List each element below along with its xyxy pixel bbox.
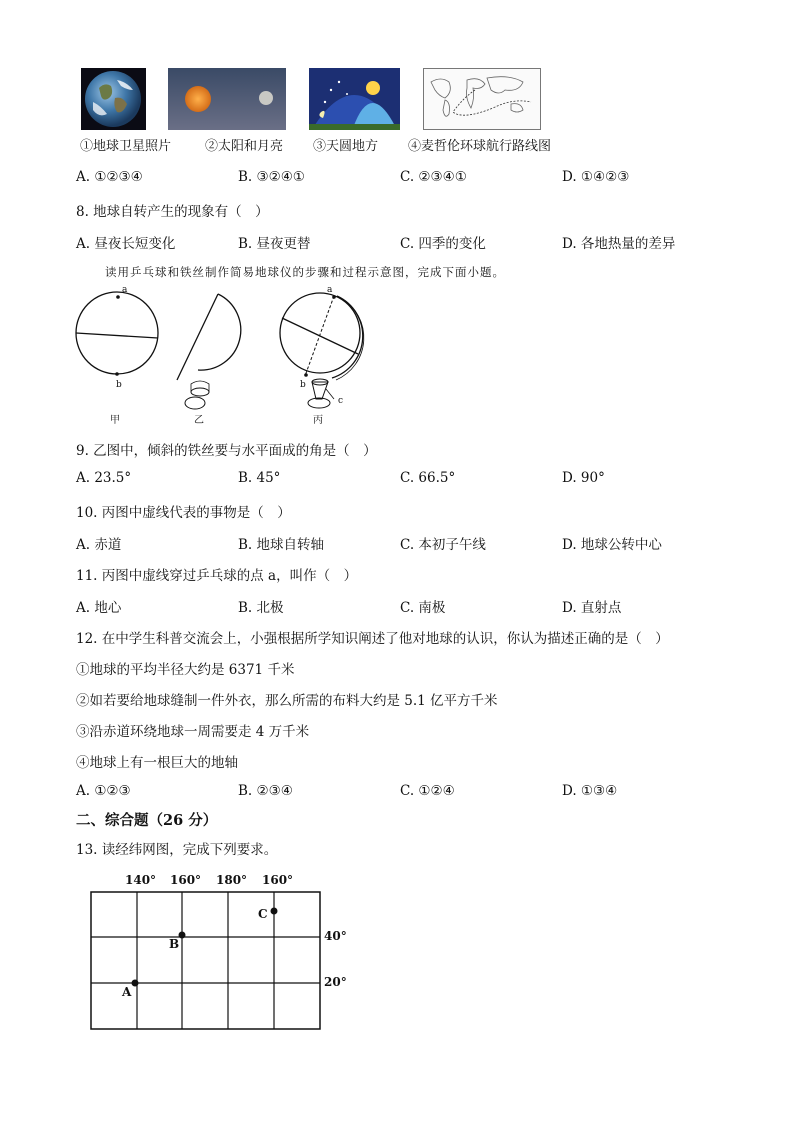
- q9-option-d: D. 90°: [562, 470, 605, 486]
- label-jia-a: a: [122, 285, 128, 295]
- q13-stem: 13. 读经纬网图，完成下列要求。: [76, 842, 278, 858]
- q11-option-b: B. 北极: [238, 600, 284, 616]
- grid-top-label-2: 160°: [170, 873, 202, 887]
- q12-stem: 12. 在中学生科普交流会上，小强根据所学知识阐述了他对地球的认识，你认为描述正确的是（ ）: [76, 631, 669, 647]
- q12-statement-2: ②如若要给地球缝制一件外衣，那么所需的布料大约是 5.1 亿平方千米: [76, 693, 498, 709]
- q9-option-c: C. 66.5°: [400, 470, 456, 486]
- q12-option-d: D. ①③④: [562, 783, 618, 799]
- caption-magellan-route: ④麦哲伦环球航行路线图: [408, 139, 552, 154]
- q12-option-c: C. ①②④: [400, 783, 455, 799]
- q12-option-b: B. ②③④: [238, 783, 293, 799]
- caption-yi: 乙: [194, 415, 204, 426]
- grid-top-label-4: 160°: [262, 873, 294, 887]
- round-sky-square-earth-illustration: [309, 68, 400, 130]
- caption-sun-moon: ②太阳和月亮: [205, 139, 284, 154]
- q10-option-a: A. 赤道: [76, 537, 122, 553]
- label-bing-c: c: [338, 396, 344, 406]
- q11-option-c: C. 南极: [400, 600, 446, 616]
- caption-bing: 丙: [313, 415, 323, 426]
- grid-point-label-a: A: [122, 985, 132, 999]
- q9-stem: 9. 乙图中，倾斜的铁丝要与水平面成的角是（ ）: [76, 443, 377, 459]
- grid-point-label-c: C: [258, 907, 268, 921]
- label-bing-b: b: [300, 380, 306, 390]
- magellan-route-map: [423, 68, 541, 130]
- q8-option-a: A. 昼夜长短变化: [76, 236, 176, 252]
- q8-option-b: B. 昼夜更替: [238, 236, 311, 252]
- q11-option-d: D. 直射点: [562, 600, 622, 616]
- q9-option-a: A. 23.5°: [76, 470, 132, 486]
- q12-option-a: A. ①②③: [76, 783, 131, 799]
- q10-option-c: C. 本初子午线: [400, 537, 486, 553]
- sun-and-moon-photo: [168, 68, 286, 130]
- q8-stem: 8. 地球自转产生的现象有（ ）: [76, 204, 269, 220]
- earth-satellite-photo: [81, 68, 146, 130]
- globe-intro-text: 读用乒乓球和铁丝制作简易地球仪的步骤和过程示意图，完成下面小题。: [105, 265, 505, 279]
- q11-option-a: A. 地心: [76, 600, 122, 616]
- caption-sky-earth: ③天圆地方: [313, 139, 379, 154]
- q8-option-c: C. 四季的变化: [400, 236, 486, 252]
- q11-stem: 11. 丙图中虚线穿过乒乓球的点 a，叫作（ ）: [76, 568, 358, 584]
- globe-making-figure: [70, 284, 380, 426]
- q10-stem: 10. 丙图中虚线代表的事物是（ ）: [76, 505, 291, 521]
- q7-option-d: D. ①④②③: [562, 169, 630, 185]
- grid-top-label-3: 180°: [216, 873, 248, 887]
- q10-option-d: D. 地球公转中心: [562, 537, 662, 553]
- grid-right-label-2: 20°: [324, 975, 347, 989]
- label-jia-b: b: [116, 380, 122, 390]
- q9-option-b: B. 45°: [238, 470, 281, 486]
- label-bing-a: a: [327, 285, 333, 295]
- q12-statement-1: ①地球的平均半径大约是 6371 千米: [76, 662, 295, 678]
- grid-top-label-1: 140°: [125, 873, 157, 887]
- caption-earth-photo: ①地球卫星照片: [80, 139, 172, 154]
- q12-statement-3: ③沿赤道环绕地球一周需要走 4 万千米: [76, 724, 310, 740]
- q12-statement-4: ④地球上有一根巨大的地轴: [76, 755, 238, 771]
- q10-option-b: B. 地球自转轴: [238, 537, 325, 553]
- q7-option-c: C. ②③④①: [400, 169, 467, 185]
- grid-point-label-b: B: [169, 937, 180, 951]
- lat-lon-grid-figure: [88, 872, 358, 1034]
- q8-option-d: D. 各地热量的差异: [562, 236, 676, 252]
- q7-option-b: B. ③②④①: [238, 169, 305, 185]
- grid-right-label-1: 40°: [324, 929, 347, 943]
- caption-jia: 甲: [110, 415, 120, 426]
- section-2-title: 二、综合题（26 分）: [76, 812, 218, 829]
- q7-option-a: A. ①②③④: [76, 169, 143, 185]
